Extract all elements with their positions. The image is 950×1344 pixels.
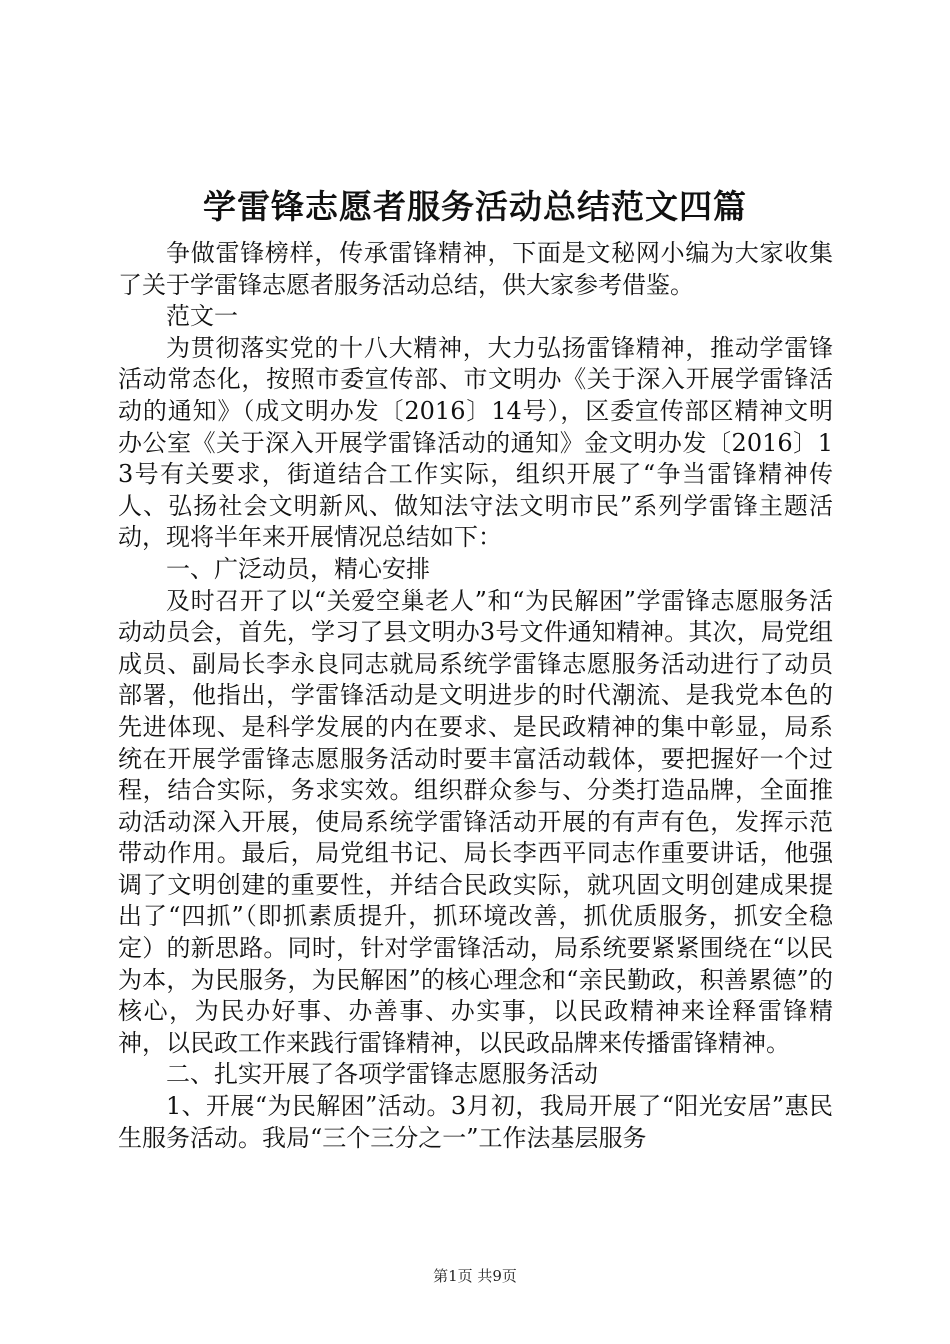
paragraph-background: 为贯彻落实党的十八大精神，大力弘扬雷锋精神，推动学雷锋活动常态化，按照市委宣传部、市文明办《关于深入开展学雷锋活动的通知》（成文明办发〔2016〕14号），区委宣传部区精神文明办公室《关于深入开展学雷锋活动的通知》金文明办发〔2016〕13号有关要求，街道结合工作实际，组织开展了“争当雷锋精神传人、弘扬社会文明新风、做知法守法文明市民”系列学雷锋主题活动，现将半年来开展情况总结如下： [118, 333, 833, 552]
page-number-footer: 第1页 共9页 [433, 1267, 517, 1285]
paragraph-intro: 争做雷锋榜样，传承雷锋精神，下面是文秘网小编为大家收集了关于学雷锋志愿者服务活动总结，供大家参考借鉴。 [118, 239, 833, 299]
paragraph-section-one-body: 及时召开了以“关爱空巢老人”和“为民解困”学雷锋志愿服务活动动员会，首先，学习了县文明办3号文件通知精神。其次，局党组成员、副局长李永良同志就局系统学雷锋志愿服务活动进行了动员部署，他指出，学雷锋活动是文明进步的时代潮流、是我党本色的先进体现、是科学发展的内在要求、是民政精神的集中彰显，局系统在开展学雷锋志愿服务活动时要丰富活动载体，要把握好一个过程，结合实际，务求实效。组织群众参与、分类打造品牌，全面推动活动深入开展，使局系统学雷锋活动开展的有声有色，发挥示范带动作用。最后，局党组书记、局长李西平同志作重要讲话，他强调了文明创建的重要性，并结合民政实际，就巩固文明创建成果提出了“四抓”（即抓素质提升，抓环境改善，抓优质服务，抓安全稳定）的新思路。同时，针对学雷锋活动，局系统要紧紧围绕在“以民为本，为民服务，为民解困”的核心理念和“亲民勤政，积善累德”的核心，为民办好事、办善事、办实事，以民政精神来诠释雷锋精神，以民政工作来践行雷锋精神，以民政品牌来传播雷锋精神。 [118, 586, 833, 1057]
document-title: 学雷锋志愿者服务活动总结范文四篇 [203, 187, 747, 226]
paragraph-section-two-item-one: 1、开展“为民解困”活动。3月初，我局开展了“阳光安居”惠民生服务活动。我局“三个三分之一”工作法基层服务 [118, 1092, 833, 1152]
paragraph-section-two-heading: 二、扎实开展了各项学雷锋志愿服务活动 [166, 1060, 598, 1089]
document-body [118, 238, 833, 1154]
paragraph-section-one-heading: 一、广泛动员，精心安排 [166, 554, 430, 583]
paragraph-heading-sample-one: 范文一 [166, 302, 238, 331]
